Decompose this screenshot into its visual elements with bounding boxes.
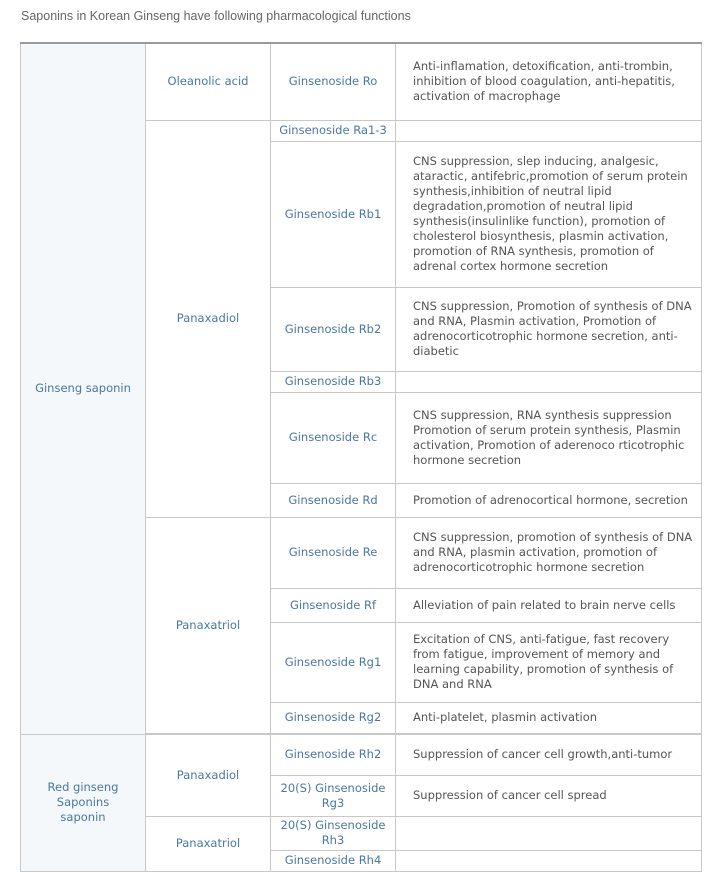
function-description (396, 816, 702, 850)
function-description: CNS suppression, Promotion of synthesis of DNA and RNA, Plasmin activation, Promotion of adrenocorticotrophic hormone secretion, anti-diabetic (396, 287, 702, 371)
subgroup-cell (146, 517, 271, 733)
function-description (396, 120, 702, 141)
ginsenoside-name: Ginsenoside Ro (271, 43, 396, 120)
group-label: Red ginseng Saponins saponin (47, 780, 119, 824)
saponin-table (20, 42, 702, 872)
group-cell (21, 43, 146, 734)
table-row (21, 734, 702, 775)
ginsenoside-name: Ginsenoside Rd (271, 483, 396, 517)
ginsenoside-name: Ginsenoside Rg1 (271, 622, 396, 702)
ginsenoside-name: Ginsenoside Ra1-3 (271, 120, 396, 141)
function-description: Anti-platelet, plasmin activation (396, 702, 702, 733)
ginsenoside-name: Ginsenoside Rb1 (271, 141, 396, 287)
function-description: CNS suppression, promotion of synthesis of DNA and RNA, plasmin activation, promotion of adrenocorticotrophic hormone secretion (396, 517, 702, 588)
subgroup-label: Panaxatriol (175, 617, 241, 632)
function-description: Anti-inflamation, detoxification, anti-trombin, inhibition of blood coagulation, anti-hepatitis, activation of macrophage (396, 43, 702, 120)
group-label: Ginseng saponin (35, 381, 131, 396)
ginsenoside-name: Ginsenoside Rb2 (271, 287, 396, 371)
subgroup-cell (146, 120, 271, 517)
function-description (396, 850, 702, 871)
table-row (21, 43, 702, 120)
page-caption: Saponins in Korean Ginseng have following pharmacological functions (21, 9, 411, 23)
subgroup-label: Panaxatriol (175, 836, 241, 850)
subgroup-label: Oleanolic acid (167, 74, 249, 89)
subgroup-label: Panaxadiol (176, 767, 240, 782)
function-description: CNS suppression, RNA synthesis suppression Promotion of serum protein synthesis, Plasmin activation, Promotion of aderenoco rticotrophic hormone secretion (396, 392, 702, 483)
function-description: Suppression of cancer cell growth,anti-tumor (396, 734, 702, 775)
group-cell (21, 734, 146, 871)
ginsenoside-name: Ginsenoside Rh4 (271, 850, 396, 871)
subgroup-cell (146, 816, 271, 871)
ginsenoside-name: Ginsenoside Rg2 (271, 702, 396, 733)
ginsenoside-name: 20(S) Ginsenoside Rh3 (271, 816, 396, 850)
function-description: Suppression of cancer cell spread (396, 775, 702, 816)
function-description: Promotion of adrenocortical hormone, secretion (396, 483, 702, 517)
function-description: Alleviation of pain related to brain nerve cells (396, 588, 702, 622)
subgroup-cell (146, 43, 271, 120)
ginsenoside-name: Ginsenoside Rf (271, 588, 396, 622)
subgroup-cell (146, 734, 271, 816)
ginsenoside-name: Ginsenoside Rc (271, 392, 396, 483)
ginsenoside-name: Ginsenoside Rh2 (271, 734, 396, 775)
function-description: CNS suppression, slep inducing, analgesic, ataractic, antifebric,promotion of serum protein synthesis,inhibition of neutral lipid degradation,promotion of neutral lipid synthesis(insulinlike function), promotion of cholesterol biosynthesis, plasmin activation, promotion of RNA synthesis, promotion of adrenal cortex hormone secretion (396, 141, 702, 287)
ginsenoside-name: Ginsenoside Re (271, 517, 396, 588)
ginsenoside-name: 20(S) Ginsenoside Rg3 (271, 775, 396, 816)
function-description (396, 371, 702, 392)
ginsenoside-name: Ginsenoside Rb3 (271, 371, 396, 392)
function-description: Excitation of CNS, anti-fatigue, fast recovery from fatigue, improvement of memory and learning capability, promotion of synthesis of DNA and RNA (396, 622, 702, 702)
subgroup-label: Panaxadiol (176, 311, 240, 325)
